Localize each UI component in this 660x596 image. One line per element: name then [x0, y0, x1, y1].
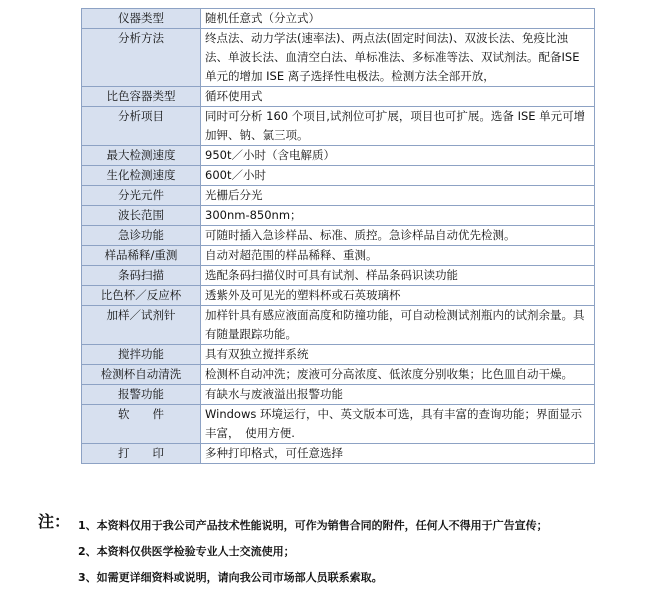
- spec-row: [82, 306, 595, 345]
- note-item-3: 3、如需更详细资料或说明，请向我公司市场部人员联系索取。: [78, 571, 383, 584]
- notes-lead: 注：: [38, 512, 71, 531]
- spec-value: 600t／小时: [201, 166, 595, 186]
- spec-row: [82, 444, 595, 464]
- spec-value: 具有双独立搅拌系统: [201, 345, 595, 365]
- spec-value: 循环使用式: [201, 87, 595, 107]
- note-item-1: 1、本资料仅用于我公司产品技术性能说明，可作为销售合同的附件，任何人不得用于广告宣传；: [78, 519, 548, 532]
- spec-key: 最大检测速度: [82, 146, 201, 166]
- spec-key: 分光元件: [82, 186, 201, 206]
- spec-value: 选配条码扫描仪时可具有试剂、样品条码识读功能: [201, 266, 595, 286]
- spec-value: 随机任意式（分立式）: [201, 9, 595, 29]
- spec-value: 自动对超范围的样品稀释、重测。: [201, 246, 595, 266]
- spec-key: 搅拌功能: [82, 345, 201, 365]
- spec-key: 软 件: [82, 405, 201, 444]
- spec-row: [82, 385, 595, 405]
- spec-row: [82, 9, 595, 29]
- spec-row: [82, 29, 595, 87]
- spec-row: [82, 266, 595, 286]
- spec-row: [82, 186, 595, 206]
- spec-row: [82, 286, 595, 306]
- spec-row: [82, 146, 595, 166]
- spec-value: 300nm-850nm；: [201, 206, 595, 226]
- spec-key: 急诊功能: [82, 226, 201, 246]
- spec-value: 透紫外及可见光的塑料杯或石英玻璃杯: [201, 286, 595, 306]
- spec-value: 同时可分析 160 个项目,试剂位可扩展，项目也可扩展。选备 ISE 单元可增加钾、钠、氯三项。: [201, 107, 595, 146]
- spec-table: [81, 8, 595, 464]
- spec-row: [82, 166, 595, 186]
- spec-key: 分析方法: [82, 29, 201, 87]
- spec-value: 可随时插入急诊样品、标准、质控。急诊样品自动优先检测。: [201, 226, 595, 246]
- spec-key: 分析项目: [82, 107, 201, 146]
- spec-key: 波长范围: [82, 206, 201, 226]
- spec-key: 样品稀释/重测: [82, 246, 201, 266]
- spec-value: 多种打印格式，可任意选择: [201, 444, 595, 464]
- spec-key: 加样／试剂针: [82, 306, 201, 345]
- spec-key: 报警功能: [82, 385, 201, 405]
- spec-value: 终点法、动力学法(速率法)、两点法(固定时间法)、双波长法、免疫比浊法、单波长法、血清空白法、单标准法、多标准等法、双试剂法。配备ISE 单元的增加 ISE 离子选择性电极法。检测方法全部开放，: [201, 29, 595, 87]
- spec-key: 比色容器类型: [82, 87, 201, 107]
- spec-key: 生化检测速度: [82, 166, 201, 186]
- spec-row: [82, 226, 595, 246]
- spec-row: [82, 87, 595, 107]
- spec-row: [82, 365, 595, 385]
- note-item-2: 2、本资料仅供医学检验专业人士交流使用；: [78, 545, 295, 558]
- spec-row: [82, 405, 595, 444]
- spec-row: [82, 107, 595, 146]
- spec-value: 加样针具有感应液面高度和防撞功能，可自动检测试剂瓶内的试剂余量。具有随量跟踪功能。: [201, 306, 595, 345]
- spec-row: [82, 345, 595, 365]
- spec-key: 仪器类型: [82, 9, 201, 29]
- spec-key: 检测杯自动清洗: [82, 365, 201, 385]
- spec-value: 有缺水与废液溢出报警功能: [201, 385, 595, 405]
- spec-key: 比色杯／反应杯: [82, 286, 201, 306]
- spec-value: 检测杯自动冲洗；废液可分高浓度、低浓度分别收集；比色皿自动干燥。: [201, 365, 595, 385]
- spec-key: 条码扫描: [82, 266, 201, 286]
- spec-value: 光栅后分光: [201, 186, 595, 206]
- spec-row: [82, 246, 595, 266]
- spec-table-body: [82, 9, 595, 464]
- spec-row: [82, 206, 595, 226]
- spec-key: 打 印: [82, 444, 201, 464]
- spec-value: 950t／小时（含电解质）: [201, 146, 595, 166]
- spec-value: Windows 环境运行，中、英文版本可选，具有丰富的查询功能；界面显示丰富， 使用方便.: [201, 405, 595, 444]
